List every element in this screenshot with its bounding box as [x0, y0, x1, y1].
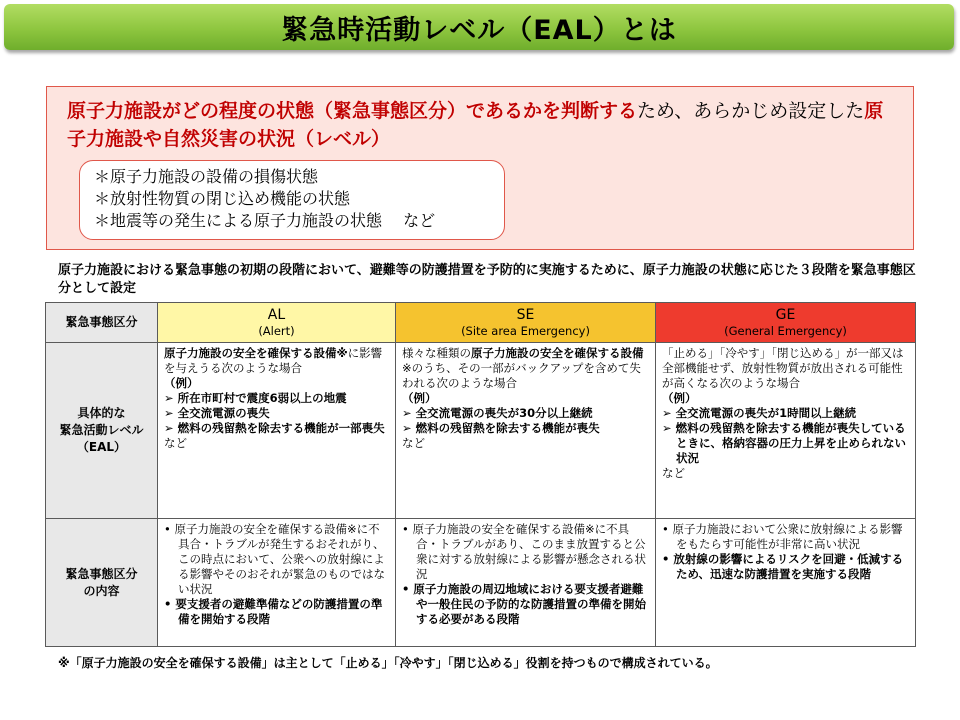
row-label-content [46, 519, 158, 647]
se-content-item-2: 原子力施設の周辺地域における要支援者避難や一般住民の予防的な防護措置の準備を開始する必要がある段階 [413, 582, 646, 626]
al-content-item-2: 要支援者の避難準備などの防護措置の準備を開始する段階 [175, 597, 383, 626]
ge-eal-example-label: （例） [662, 391, 697, 405]
cell-se-eal [396, 343, 656, 519]
se-content-item [402, 582, 649, 627]
row-label-eal [46, 343, 158, 519]
col-al-full: (Alert) [258, 324, 295, 338]
al-eal-item-1: 所在市町村で震度6弱以上の地震 [177, 391, 347, 405]
cell-al-content [158, 519, 396, 647]
intro-text [67, 97, 899, 153]
ge-eal-item [662, 406, 909, 421]
al-eal-item [164, 406, 389, 421]
ge-content-item-2: 放射線の影響によるリスクを回避・低減するため、迅速な防護措置を実施する段階 [673, 552, 904, 581]
dot-bullet-icon: • [662, 522, 673, 536]
row-label-content-line1: 緊急事態区分 [65, 566, 138, 581]
row-label-content-line2: の内容 [83, 583, 120, 598]
cell-al-eal [158, 343, 396, 519]
header-label: 緊急事態区分 [46, 303, 158, 343]
col-ge-full: (General Emergency) [724, 324, 847, 338]
intro-part2: ため、あらかじめ設定した [637, 100, 865, 122]
footnote: ※「原子力施設の安全を確保する設備」は主として「止める」「冷やす」「閉じ込める」役割を持つもので構成されている。 [58, 656, 718, 670]
intro-part3: 原子力施設や自然災害の状況（レベル） [67, 100, 884, 150]
table-header-row [46, 303, 916, 343]
se-eal-example-label: （例） [402, 391, 437, 405]
ge-eal-item-2: 燃料の残留熱を除去する機能が喪失しているときに、格納容器の圧力上昇を止められない状況 [675, 421, 906, 465]
al-content-item [164, 522, 389, 597]
al-eal-item-3: 燃料の残留熱を除去する機能が一部喪失 [177, 421, 385, 435]
al-eal-item [164, 421, 389, 436]
triangle-bullet-icon: ➢ [164, 391, 178, 405]
examples-box [79, 160, 505, 240]
al-eal-example-label: （例） [164, 376, 199, 390]
se-eal-etc: など [402, 436, 425, 450]
dot-bullet-icon: • [662, 552, 674, 566]
table-row-eal [46, 343, 916, 519]
se-eal-lead [402, 346, 649, 391]
description: 原子力施設における緊急事態の初期の段階において、避難等の防護措置を予防的に実施するために、原子力施設の状態に応じた３段階を緊急事態区分として設定 [58, 263, 916, 296]
intro-box [46, 86, 914, 250]
se-eal-item-2: 燃料の残留熱を除去する機能が喪失 [415, 421, 600, 435]
dot-bullet-icon: • [402, 582, 414, 596]
se-eal-item-1: 全交流電源の喪失が30分以上継続 [415, 406, 593, 420]
intro-part1: 原子力施設がどの程度の状態（緊急事態区分）であるかを判断する [67, 100, 638, 122]
example-item-3: ＊地震等の発生による原子力施設の状態 など [94, 211, 436, 230]
se-content-item [402, 522, 649, 582]
column-se [396, 303, 656, 343]
eal-table [45, 302, 916, 647]
al-content-item [164, 597, 389, 627]
ge-content-item [662, 552, 909, 582]
row-label-eal-line1: 具体的な [77, 406, 126, 420]
col-se-name: SE [516, 307, 535, 323]
se-eal-item [402, 406, 649, 421]
ge-eal-item-1: 全交流電源の喪失が1時間以上継続 [675, 406, 857, 420]
se-eal-item [402, 421, 649, 436]
triangle-bullet-icon: ➢ [402, 421, 416, 435]
col-se-full: (Site area Emergency) [461, 324, 590, 338]
example-item-1: ＊原子力施設の設備の損傷状態 [94, 167, 319, 186]
triangle-bullet-icon: ➢ [402, 406, 416, 420]
cell-se-content [396, 519, 656, 647]
page-title: 緊急時活動レベル（EAL）とは [281, 14, 677, 46]
example-item-2: ＊放射性物質の閉じ込め機能の状態 [94, 189, 351, 208]
dot-bullet-icon: • [164, 597, 176, 611]
ge-content-item-1: 原子力施設において公衆に放射線による影響をもたらす可能性が非常に高い状況 [672, 522, 903, 551]
ge-content-item [662, 522, 909, 552]
triangle-bullet-icon: ➢ [164, 406, 178, 420]
al-content-item-1: 原子力施設の安全を確保する設備※に不具合・トラブルが発生するおそれがり、この時点において、公衆への放射線による影響やそのおそれが緊急のものではない状況 [174, 522, 385, 596]
al-eal-etc: など [164, 436, 187, 450]
ge-eal-item [662, 421, 909, 466]
triangle-bullet-icon: ➢ [662, 421, 676, 435]
cell-ge-content [656, 519, 916, 647]
ge-eal-lead: 「止める」「冷やす」「閉じ込める」が一部又は全部機能せず、放射性物質が放出される可能性が高くなる次のような場合 [662, 346, 904, 390]
se-eal-lead-plain1: 様々な種類の [402, 346, 471, 360]
se-eal-lead-plain2: ※のうち、その一部がバックアップを含めて失われる次のような場合 [402, 361, 641, 390]
al-eal-item [164, 391, 389, 406]
row-label-eal-line2: 緊急活動レベル [59, 423, 144, 437]
se-content-item-1: 原子力施設の安全を確保する設備※に不具合・トラブルがあり、このまま放置すると公衆に対する放射線による影響が懸念される状況 [412, 522, 646, 581]
al-eal-lead-bold: 原子力施設の安全を確保する設備※ [164, 346, 348, 360]
dot-bullet-icon: • [402, 522, 413, 536]
row-label-eal-line3: （EAL） [76, 440, 127, 454]
column-al [158, 303, 396, 343]
se-eal-lead-bold: 原子力施設の安全を確保する設備 [471, 346, 644, 360]
ge-eal-etc: など [662, 466, 685, 480]
triangle-bullet-icon: ➢ [662, 406, 676, 420]
al-eal-lead [164, 346, 389, 376]
dot-bullet-icon: • [164, 522, 175, 536]
column-ge [656, 303, 916, 343]
col-ge-name: GE [775, 307, 796, 323]
col-al-name: AL [267, 307, 286, 323]
cell-ge-eal [656, 343, 916, 519]
title-bar [4, 4, 954, 50]
al-eal-item-2: 全交流電源の喪失 [177, 406, 270, 420]
table-row-content [46, 519, 916, 647]
al-eal-lead-plain: に影響を与えうる次のような場合 [164, 346, 383, 375]
triangle-bullet-icon: ➢ [164, 421, 178, 435]
